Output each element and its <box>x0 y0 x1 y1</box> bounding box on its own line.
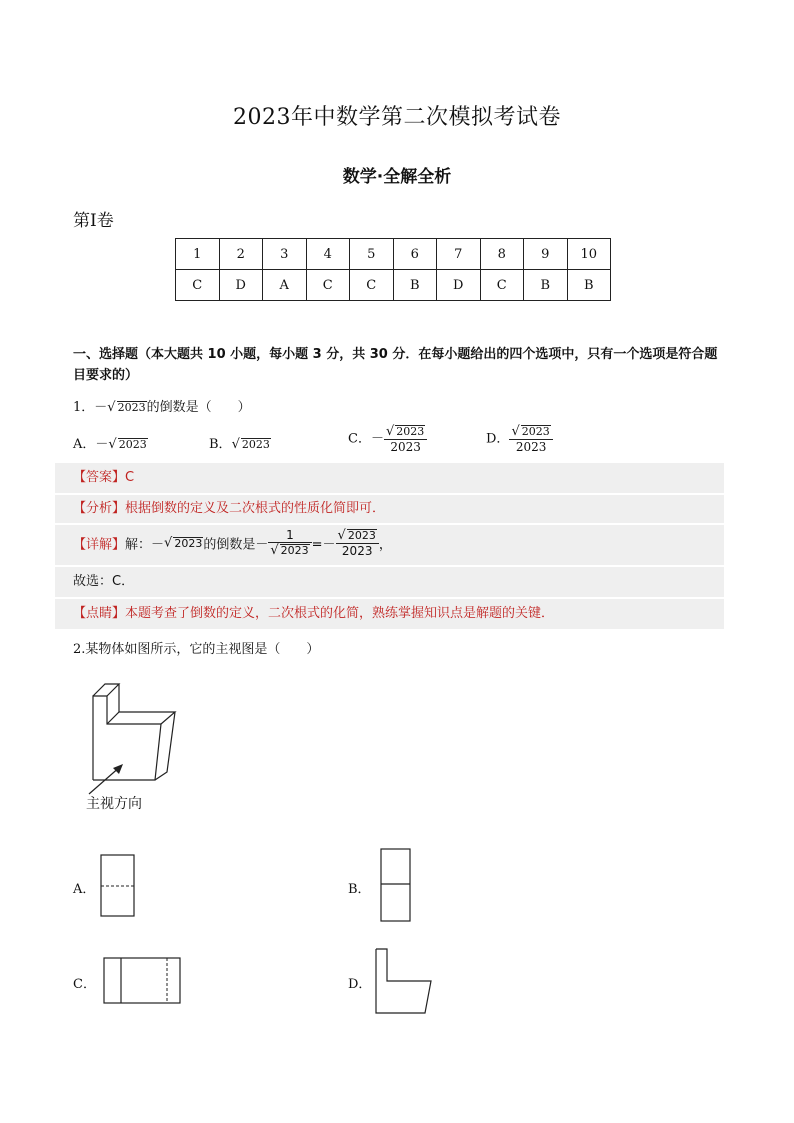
detail-radicand: 2023 <box>174 536 203 550</box>
q1-stem-suffix: 的倒数是（ ） <box>146 400 251 415</box>
option-label: D． <box>486 431 510 447</box>
choose-text: 故选：C． <box>73 574 135 589</box>
q1-comment-band <box>55 599 724 629</box>
answer-table-number: 7 <box>437 239 481 270</box>
option-neg: － <box>370 431 384 447</box>
answer-tag: 【答案】 <box>73 470 126 485</box>
answer-table-answer: C <box>306 270 350 301</box>
q1-choose-band <box>55 567 724 597</box>
q1-option-a <box>73 433 148 452</box>
q2-option-b-label: B． <box>348 882 371 897</box>
option-c-drawing <box>103 957 183 1005</box>
option-radicand: 2023 <box>118 438 147 451</box>
answer-table-number-row <box>176 239 611 270</box>
answer-table-answer-row <box>176 270 611 301</box>
analysis-text: 根据倒数的定义及二次根式的性质化简即可． <box>125 501 386 516</box>
radical-sign-icon: √ <box>337 528 346 543</box>
answer-table-answer: D <box>437 270 481 301</box>
answer-table-answer: C <box>480 270 524 301</box>
option-label: B． <box>209 437 232 452</box>
option-label: A． <box>73 437 96 452</box>
q1-detail-line <box>73 528 392 558</box>
volume-label: 第Ⅰ卷 <box>73 211 114 231</box>
answer-table-number: 9 <box>524 239 568 270</box>
fraction-numerator: 1 <box>268 528 311 543</box>
detail-fraction-2 <box>336 528 379 558</box>
q1-stem <box>73 396 251 415</box>
q1-option-d <box>486 424 553 454</box>
answer-table-number: 4 <box>306 239 350 270</box>
analysis-tag: 【分析】 <box>73 501 126 516</box>
answer-table-answer: A <box>263 270 307 301</box>
radical-sign-icon: √ <box>164 535 173 551</box>
option-d-drawing <box>373 947 435 1017</box>
q2-stem: 2.某物体如图所示，它的主视图是（ ） <box>73 642 320 657</box>
answer-table-number: 10 <box>567 239 611 270</box>
answer-table-answer: B <box>393 270 437 301</box>
answer-table-answer: B <box>524 270 568 301</box>
answer-value: C <box>125 470 135 485</box>
fraction-denominator: 2023 <box>341 544 373 558</box>
option-fraction <box>384 424 427 454</box>
option-fraction <box>509 424 552 454</box>
radical-sign-icon: √ <box>385 424 395 439</box>
answer-table-number: 3 <box>263 239 307 270</box>
detail-mid: 的倒数是－ <box>203 537 269 553</box>
radical-sign-icon: √ <box>231 437 240 452</box>
q1-number: 1． <box>73 400 95 415</box>
detail-fraction-1 <box>268 528 311 558</box>
q1-analysis-band <box>55 495 724 523</box>
q1-detail-band <box>55 525 724 565</box>
detail-tag: 【详解】 <box>73 537 126 553</box>
q1-answer-band <box>55 463 724 493</box>
radical-sign-icon: √ <box>270 543 279 558</box>
answer-table-answer: C <box>176 270 220 301</box>
detail-equals: =－ <box>311 537 336 553</box>
q1-radicand: 2023 <box>117 401 146 414</box>
answer-table-number: 1 <box>176 239 220 270</box>
q1-option-c <box>348 424 427 454</box>
detail-lead: 解：－ <box>125 537 165 553</box>
q2-option-d-label: D． <box>348 977 372 992</box>
section-heading: 一、选择题（本大题共 10 小题，每小题 3 分，共 30 分．在每小题给出的四个选项中，只有一个选项是符合题目要求的） <box>73 347 718 383</box>
answer-table-number: 5 <box>350 239 394 270</box>
answer-table-number: 6 <box>393 239 437 270</box>
option-label: C． <box>348 431 371 447</box>
radical-sign-icon: √ <box>511 424 520 439</box>
option-radicand: 2023 <box>241 438 270 451</box>
answer-table <box>175 238 611 301</box>
comment-tag: 【点睛】 <box>73 606 126 621</box>
radical-sign-icon: √ <box>107 400 116 415</box>
radical-sign-icon: √ <box>108 437 117 452</box>
answer-table-number: 8 <box>480 239 524 270</box>
fraction-numerator: 2023 <box>521 425 550 438</box>
figure-caption: 主视方向 <box>86 796 142 812</box>
option-a-drawing <box>100 854 136 918</box>
detail-end: ， <box>378 537 392 553</box>
document-subtitle: 数学·全解全析 <box>342 167 452 187</box>
fraction-denominator: 2023 <box>515 440 547 454</box>
comment-text: 本题考查了倒数的定义，二次根式的化简，熟练掌握知识点是解题的关键． <box>125 606 555 621</box>
q2-option-a-label: A． <box>73 882 96 897</box>
answer-table-answer: C <box>350 270 394 301</box>
fraction-denominator: 2023 <box>390 440 421 454</box>
answer-table-number: 2 <box>219 239 263 270</box>
answer-table-answer: B <box>567 270 611 301</box>
option-neg: － <box>95 437 109 452</box>
fraction-numerator: 2023 <box>347 529 376 542</box>
q2-option-c-label: C． <box>73 977 96 992</box>
q1-option-b <box>209 433 271 452</box>
answer-table-answer: D <box>219 270 263 301</box>
document-title: 2023年中数学第二次模拟考试卷 <box>233 105 561 130</box>
fraction-numerator: 2023 <box>396 425 425 438</box>
option-b-drawing <box>380 848 412 924</box>
fraction-denominator: 2023 <box>280 544 309 557</box>
q1-neg: － <box>94 400 108 415</box>
